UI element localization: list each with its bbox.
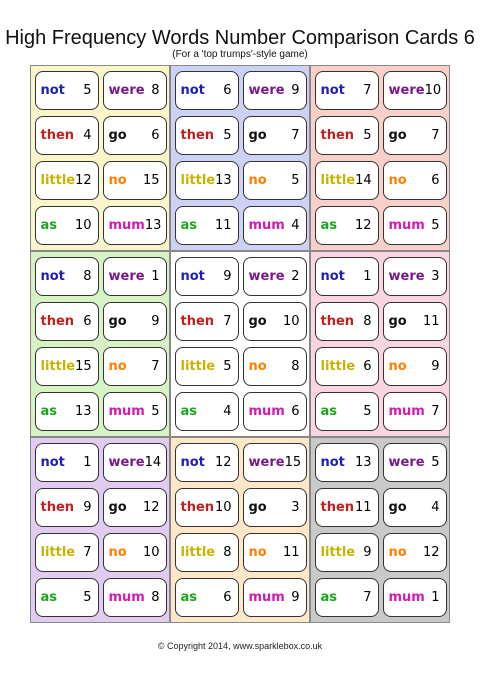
card-number: 9 xyxy=(431,358,440,374)
card-word: as xyxy=(320,217,338,233)
word-card xyxy=(315,347,379,386)
word-card xyxy=(103,116,167,155)
card-number: 11 xyxy=(354,499,372,515)
word-card xyxy=(35,443,99,482)
card-word: not xyxy=(320,268,345,284)
card-word: then xyxy=(40,127,75,143)
card-word: not xyxy=(40,268,65,284)
card-panel xyxy=(310,437,450,623)
card-number: 6 xyxy=(223,82,232,98)
card-word: mum xyxy=(108,589,145,605)
word-card xyxy=(383,71,447,110)
card-number: 5 xyxy=(431,454,440,470)
card-word: no xyxy=(108,172,127,188)
card-word: no xyxy=(248,544,267,560)
card-word: as xyxy=(180,589,198,605)
word-card xyxy=(243,71,307,110)
card-number: 10 xyxy=(424,82,442,98)
card-word: little xyxy=(320,172,356,188)
word-card xyxy=(243,392,307,431)
card-word: go xyxy=(108,313,127,329)
card-number: 5 xyxy=(83,589,92,605)
card-number: 14 xyxy=(144,454,162,470)
card-word: as xyxy=(180,403,198,419)
card-number: 8 xyxy=(151,82,160,98)
card-word: as xyxy=(320,403,338,419)
word-card xyxy=(243,257,307,296)
card-number: 6 xyxy=(431,172,440,188)
word-card xyxy=(35,347,99,386)
card-number: 11 xyxy=(422,313,440,329)
card-word: mum xyxy=(108,403,145,419)
card-word: mum xyxy=(388,589,425,605)
word-card xyxy=(383,116,447,155)
card-word: not xyxy=(180,268,205,284)
card-word: no xyxy=(248,172,267,188)
card-number: 12 xyxy=(142,499,160,515)
card-word: then xyxy=(320,127,355,143)
card-word: mum xyxy=(248,589,285,605)
word-card xyxy=(175,578,239,617)
card-word: little xyxy=(40,544,76,560)
card-number: 9 xyxy=(83,499,92,515)
word-card xyxy=(103,488,167,527)
card-word: were xyxy=(388,454,425,470)
word-card xyxy=(175,206,239,245)
word-card xyxy=(315,206,379,245)
card-number: 10 xyxy=(142,544,160,560)
card-number: 9 xyxy=(291,589,300,605)
card-word: as xyxy=(40,217,58,233)
card-word: not xyxy=(320,82,345,98)
card-number: 5 xyxy=(291,172,300,188)
card-number: 7 xyxy=(431,127,440,143)
card-number: 13 xyxy=(354,454,372,470)
card-word: mum xyxy=(248,403,285,419)
word-card xyxy=(315,116,379,155)
word-card xyxy=(243,533,307,572)
card-number: 4 xyxy=(291,217,300,233)
card-word: then xyxy=(320,499,355,515)
word-card xyxy=(175,488,239,527)
word-card xyxy=(315,161,379,200)
card-number: 7 xyxy=(363,589,372,605)
card-number: 10 xyxy=(214,499,232,515)
word-card xyxy=(103,578,167,617)
card-word: were xyxy=(248,82,285,98)
card-word: go xyxy=(248,499,267,515)
card-number: 5 xyxy=(431,217,440,233)
word-card xyxy=(35,488,99,527)
card-number: 8 xyxy=(83,268,92,284)
card-word: then xyxy=(180,127,215,143)
word-card xyxy=(103,443,167,482)
word-card xyxy=(35,392,99,431)
word-card xyxy=(175,161,239,200)
card-number: 1 xyxy=(431,589,440,605)
word-card xyxy=(383,392,447,431)
card-word: were xyxy=(388,268,425,284)
word-card xyxy=(103,161,167,200)
word-card xyxy=(315,488,379,527)
card-number: 7 xyxy=(83,544,92,560)
card-number: 5 xyxy=(151,403,160,419)
card-word: little xyxy=(180,358,216,374)
word-card xyxy=(243,116,307,155)
card-panel xyxy=(170,65,310,251)
card-number: 8 xyxy=(223,544,232,560)
card-number: 6 xyxy=(363,358,372,374)
card-number: 5 xyxy=(363,127,372,143)
card-word: little xyxy=(180,172,216,188)
card-number: 9 xyxy=(151,313,160,329)
card-number: 3 xyxy=(431,268,440,284)
card-number: 1 xyxy=(83,454,92,470)
word-card xyxy=(243,443,307,482)
card-number: 1 xyxy=(151,268,160,284)
card-number: 7 xyxy=(291,127,300,143)
card-word: go xyxy=(248,127,267,143)
card-sheet xyxy=(30,65,450,623)
card-number: 13 xyxy=(215,172,232,188)
card-word: then xyxy=(180,313,215,329)
card-number: 12 xyxy=(75,172,92,188)
card-word: go xyxy=(108,127,127,143)
card-number: 11 xyxy=(214,217,232,233)
card-word: then xyxy=(40,313,75,329)
card-number: 7 xyxy=(363,82,372,98)
page-subtitle: (For a 'top trumps'-style game) xyxy=(172,49,308,60)
page-title: High Frequency Words Number Comparison Cards 6 xyxy=(5,27,475,49)
card-word: then xyxy=(180,499,215,515)
word-card xyxy=(383,347,447,386)
copyright-footer: © Copyright 2014, www.sparklebox.co.uk xyxy=(157,641,323,651)
word-card xyxy=(315,302,379,341)
card-word: go xyxy=(248,313,267,329)
card-number: 9 xyxy=(223,268,232,284)
card-word: as xyxy=(40,589,58,605)
word-card xyxy=(35,533,99,572)
card-number: 7 xyxy=(431,403,440,419)
word-card xyxy=(103,71,167,110)
card-word: then xyxy=(40,499,75,515)
word-card xyxy=(103,257,167,296)
card-word: not xyxy=(180,82,205,98)
word-card xyxy=(383,533,447,572)
card-word: little xyxy=(40,358,76,374)
word-card xyxy=(315,578,379,617)
card-word: go xyxy=(388,127,407,143)
word-card xyxy=(383,443,447,482)
word-card xyxy=(315,443,379,482)
card-panel xyxy=(30,251,170,437)
card-word: as xyxy=(180,217,198,233)
word-card xyxy=(383,161,447,200)
card-number: 7 xyxy=(151,358,160,374)
card-panel xyxy=(310,251,450,437)
card-word: no xyxy=(248,358,267,374)
card-number: 12 xyxy=(354,217,372,233)
card-number: 8 xyxy=(291,358,300,374)
card-number: 6 xyxy=(83,313,92,329)
card-number: 5 xyxy=(363,403,372,419)
word-card xyxy=(35,116,99,155)
card-panel xyxy=(170,251,310,437)
card-number: 8 xyxy=(151,589,160,605)
word-card xyxy=(103,347,167,386)
card-number: 1 xyxy=(363,268,372,284)
card-word: not xyxy=(40,82,65,98)
card-word: little xyxy=(320,544,356,560)
card-word: were xyxy=(108,268,145,284)
card-number: 4 xyxy=(431,499,440,515)
word-card xyxy=(315,71,379,110)
word-card xyxy=(243,578,307,617)
card-number: 5 xyxy=(223,358,232,374)
card-number: 8 xyxy=(363,313,372,329)
card-number: 6 xyxy=(151,127,160,143)
card-word: little xyxy=(180,544,216,560)
word-card xyxy=(383,257,447,296)
word-card xyxy=(103,533,167,572)
word-card xyxy=(35,206,99,245)
card-word: go xyxy=(108,499,127,515)
card-number: 12 xyxy=(422,544,440,560)
card-word: no xyxy=(388,358,407,374)
word-card xyxy=(175,257,239,296)
card-panel xyxy=(170,437,310,623)
word-card xyxy=(383,302,447,341)
word-card xyxy=(35,161,99,200)
card-word: as xyxy=(320,589,338,605)
word-card xyxy=(175,533,239,572)
word-card xyxy=(243,302,307,341)
word-card xyxy=(383,206,447,245)
word-card xyxy=(315,533,379,572)
card-word: no xyxy=(388,172,407,188)
word-card xyxy=(315,392,379,431)
card-number: 11 xyxy=(282,544,300,560)
card-word: mum xyxy=(388,403,425,419)
card-word: were xyxy=(108,82,145,98)
card-number: 4 xyxy=(223,403,232,419)
card-word: were xyxy=(108,454,145,470)
card-panel xyxy=(30,437,170,623)
card-word: not xyxy=(40,454,65,470)
card-number: 4 xyxy=(83,127,92,143)
card-word: not xyxy=(180,454,205,470)
card-number: 15 xyxy=(75,358,92,374)
word-card xyxy=(103,302,167,341)
word-card xyxy=(175,347,239,386)
card-number: 15 xyxy=(284,454,302,470)
card-word: no xyxy=(388,544,407,560)
card-word: no xyxy=(108,358,127,374)
word-card xyxy=(103,206,167,245)
card-number: 2 xyxy=(291,268,300,284)
card-number: 7 xyxy=(223,313,232,329)
card-number: 12 xyxy=(214,454,232,470)
card-number: 9 xyxy=(363,544,372,560)
card-number: 10 xyxy=(74,217,92,233)
card-panel xyxy=(310,65,450,251)
card-panel xyxy=(30,65,170,251)
word-card xyxy=(175,392,239,431)
word-card xyxy=(35,71,99,110)
word-card xyxy=(35,578,99,617)
card-number: 5 xyxy=(223,127,232,143)
card-word: go xyxy=(388,499,407,515)
word-card xyxy=(315,257,379,296)
word-card xyxy=(103,392,167,431)
card-number: 13 xyxy=(74,403,92,419)
card-number: 3 xyxy=(291,499,300,515)
card-word: go xyxy=(388,313,407,329)
card-word: then xyxy=(320,313,355,329)
card-word: no xyxy=(108,544,127,560)
card-number: 5 xyxy=(83,82,92,98)
word-card xyxy=(175,302,239,341)
word-card xyxy=(383,578,447,617)
card-number: 15 xyxy=(142,172,160,188)
word-card xyxy=(35,257,99,296)
card-word: were xyxy=(248,454,285,470)
card-word: mum xyxy=(388,217,425,233)
card-word: mum xyxy=(108,217,145,233)
card-word: mum xyxy=(248,217,285,233)
word-card xyxy=(243,206,307,245)
card-word: as xyxy=(40,403,58,419)
word-card xyxy=(35,302,99,341)
card-number: 6 xyxy=(223,589,232,605)
word-card xyxy=(175,443,239,482)
word-card xyxy=(243,161,307,200)
word-card xyxy=(175,116,239,155)
card-word: not xyxy=(320,454,345,470)
word-card xyxy=(243,488,307,527)
card-number: 6 xyxy=(291,403,300,419)
card-number: 14 xyxy=(355,172,372,188)
card-word: little xyxy=(40,172,76,188)
word-card xyxy=(383,488,447,527)
card-word: little xyxy=(320,358,356,374)
card-number: 13 xyxy=(144,217,162,233)
card-word: were xyxy=(248,268,285,284)
word-card xyxy=(243,347,307,386)
card-word: were xyxy=(388,82,425,98)
card-number: 10 xyxy=(282,313,300,329)
card-number: 9 xyxy=(291,82,300,98)
word-card xyxy=(175,71,239,110)
